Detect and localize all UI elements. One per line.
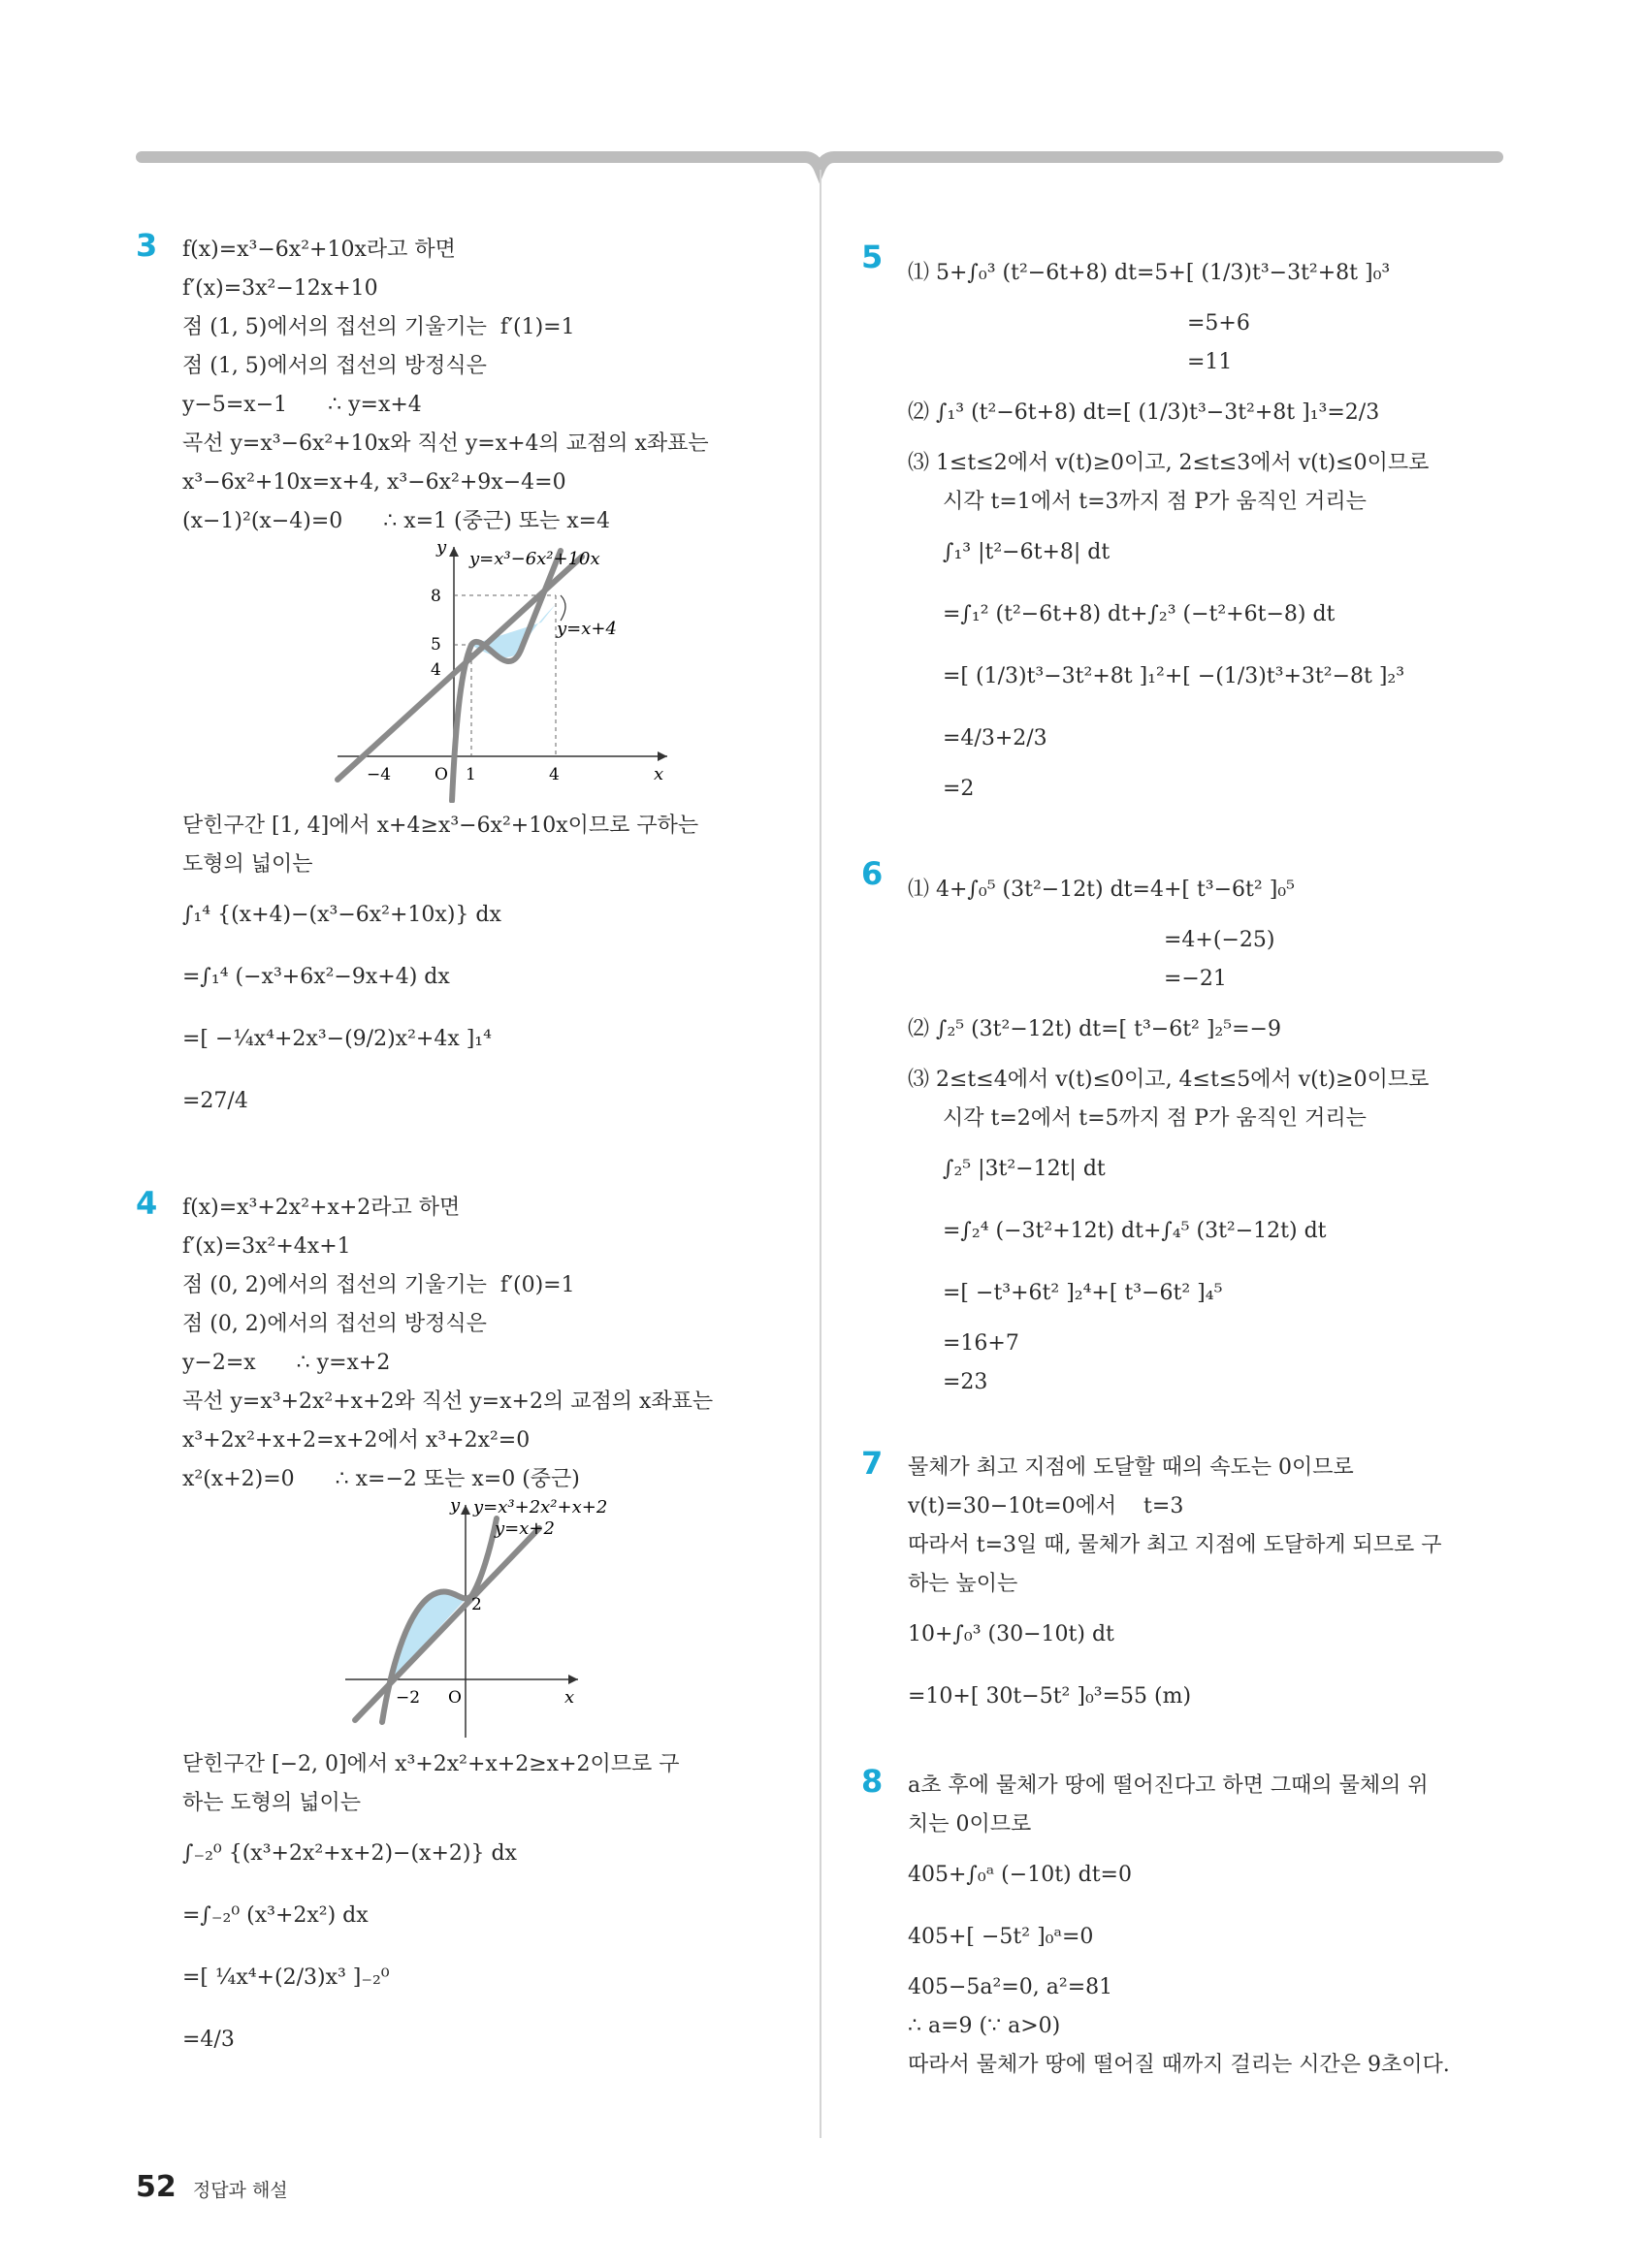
calc-line: =[ −t³+6t² ]₂⁴+[ t³−6t² ]₄⁵ <box>943 1281 1223 1305</box>
problem-number: 3 <box>136 227 158 264</box>
solution-line: v(t)=30−10t=0에서 t=3 <box>908 1494 1184 1518</box>
solution-line: (x−1)²(x−4)=0 ∴ x=1 (중근) 또는 x=4 <box>182 509 611 533</box>
solution-line: y−5=x−1 ∴ y=x+4 <box>182 393 422 417</box>
solution-line: 닫힌구간 [−2, 0]에서 x³+2x²+x+2≥x+2이므로 구 <box>182 1752 680 1776</box>
y-tick: 8 <box>431 587 441 606</box>
calc-line: ⑵ ∫₂⁵ (3t²−12t) dt=[ t³−6t² ]₂⁵=−9 <box>908 1017 1281 1041</box>
solution-line: 곡선 y=x³+2x²+x+2와 직선 y=x+2의 교점의 x좌표는 <box>182 1390 714 1414</box>
problem-3 <box>136 227 795 1133</box>
calc-line: =11 <box>1187 350 1233 374</box>
page-label: 정답과 해설 <box>192 2180 288 2201</box>
x-tick: 1 <box>466 765 476 784</box>
calc-line: =[ (1/3)t³−3t²+8t ]₁²+[ −(1/3)t³+3t²−8t ]₂³ <box>943 664 1405 688</box>
origin-label: O <box>435 765 448 784</box>
solution-line: 점 (0, 2)에서의 접선의 기울기는 f′(0)=1 <box>182 1273 575 1297</box>
solution-line: 시각 t=2에서 t=5까지 점 P가 움직인 거리는 <box>943 1106 1367 1131</box>
calc-line: =5+6 <box>1187 311 1250 335</box>
y-tick: 4 <box>431 660 441 680</box>
calc-line: =∫₂⁴ (−3t²+12t) dt+∫₄⁵ (3t²−12t) dt <box>943 1219 1327 1243</box>
graph-problem-4 <box>336 1499 627 1741</box>
calc-line: ⑵ ∫₁³ (t²−6t+8) dt=[ (1/3)t³−3t²+8t ]₁³=2/3 <box>908 400 1380 425</box>
solution-line: x³+2x²+x+2=x+2에서 x³+2x²=0 <box>182 1428 531 1453</box>
calc-line: =[ ¼x⁴+(2/3)x³ ]₋₂⁰ <box>182 1965 390 1990</box>
problem-6 <box>861 855 1511 1402</box>
calc-line: 10+∫₀³ (30−10t) dt <box>908 1622 1114 1646</box>
x-tick: 4 <box>549 765 560 784</box>
calc-line: =∫₁⁴ (−x³+6x²−9x+4) dx <box>182 965 450 989</box>
calc-line: 405+[ −5t² ]₀ᵃ=0 <box>908 1925 1094 1949</box>
calc-line: =4+(−25) <box>1164 928 1275 952</box>
problem-8 <box>861 1763 1511 2085</box>
solution-line: x³−6x²+10x=x+4, x³−6x²+9x−4=0 <box>182 470 566 495</box>
solution-line: 치는 0이므로 <box>908 1812 1032 1837</box>
calc-line: =[ −¼x⁴+2x³−(9/2)x²+4x ]₁⁴ <box>182 1027 492 1051</box>
calc-line: ∫₂⁵ |3t²−12t| dt <box>943 1157 1106 1181</box>
solution-line: f(x)=x³+2x²+x+2라고 하면 <box>182 1196 461 1220</box>
calc-line: =2 <box>943 777 975 801</box>
problem-4 <box>136 1185 795 2071</box>
solution-line: f′(x)=3x²−12x+10 <box>182 276 378 301</box>
curve-label: y=x³+2x²+x+2 <box>473 1499 608 1517</box>
solution-line: ⑶ 2≤t≤4에서 v(t)≤0이고, 4≤t≤5에서 v(t)≥0이므로 <box>908 1068 1430 1092</box>
right-column <box>861 231 1511 2085</box>
solution-line: 닫힌구간 [1, 4]에서 x+4≥x³−6x²+10x이므로 구하는 <box>182 814 699 838</box>
column-divider <box>820 170 821 2138</box>
solution-line: x²(x+2)=0 ∴ x=−2 또는 x=0 (중근) <box>182 1467 580 1491</box>
x-axis-label: x <box>654 764 664 784</box>
solution-line: 점 (0, 2)에서의 접선의 방정식은 <box>182 1312 487 1336</box>
page-number: 52 <box>136 2170 177 2204</box>
calc-line: =4/3 <box>182 2028 235 2052</box>
y-axis-label: y <box>450 1499 461 1516</box>
y-tick: 2 <box>471 1595 482 1614</box>
problem-5 <box>861 239 1511 809</box>
calc-line: ∫₁³ |t²−6t+8| dt <box>943 540 1111 564</box>
calc-line: =23 <box>943 1370 988 1394</box>
solution-line: 하는 도형의 넓이는 <box>182 1791 362 1815</box>
solution-line: ∴ a=9 (∵ a>0) <box>908 2014 1061 2038</box>
y-axis-label: y <box>436 541 447 558</box>
solution-line: f(x)=x³−6x²+10x라고 하면 <box>182 238 456 262</box>
calc-line: =27/4 <box>182 1089 248 1113</box>
problem-7 <box>861 1445 1511 1728</box>
calc-line: 405+∫₀ᵃ (−10t) dt=0 <box>908 1863 1132 1887</box>
solution-line: 도형의 넓이는 <box>182 852 313 877</box>
solution-line: 점 (1, 5)에서의 접선의 방정식은 <box>182 354 487 378</box>
graph-problem-3 <box>328 541 677 803</box>
problem-number: 5 <box>861 239 884 275</box>
x-tick: −2 <box>396 1688 421 1708</box>
problem-number: 7 <box>861 1445 884 1482</box>
left-column <box>136 227 795 2071</box>
solution-line: 405−5a²=0, a²=81 <box>908 1975 1113 1999</box>
calc-line: =16+7 <box>943 1331 1019 1356</box>
x-axis-label: x <box>564 1687 575 1708</box>
calc-line: ⑴ 5+∫₀³ (t²−6t+8) dt=5+[ (1/3)t³−3t²+8t ]₀³ <box>908 261 1391 285</box>
solution-line: ⑶ 1≤t≤2에서 v(t)≥0이고, 2≤t≤3에서 v(t)≤0이므로 <box>908 451 1430 475</box>
origin-label: O <box>448 1688 462 1708</box>
y-tick: 5 <box>431 635 441 655</box>
calc-line: =∫₋₂⁰ (x³+2x²) dx <box>182 1903 369 1928</box>
calc-line: ∫₋₂⁰ {(x³+2x²+x+2)−(x+2)} dx <box>182 1841 517 1866</box>
solution-line: 점 (1, 5)에서의 접선의 기울기는 f′(1)=1 <box>182 315 575 339</box>
calc-line: ⑴ 4+∫₀⁵ (3t²−12t) dt=4+[ t³−6t² ]₀⁵ <box>908 878 1295 902</box>
solution-line: 시각 t=1에서 t=3까지 점 P가 움직인 거리는 <box>943 490 1367 514</box>
calc-line: =∫₁² (t²−6t+8) dt+∫₂³ (−t²+6t−8) dt <box>943 602 1336 626</box>
calc-line: ∫₁⁴ {(x+4)−(x³−6x²+10x)} dx <box>182 903 501 927</box>
x-tick: −4 <box>367 765 392 784</box>
problem-number: 6 <box>861 855 884 892</box>
solution-line: a초 후에 물체가 땅에 떨어진다고 하면 그때의 물체의 위 <box>908 1773 1429 1798</box>
solution-line: 따라서 t=3일 때, 물체가 최고 지점에 도달하게 되므로 구 <box>908 1533 1442 1557</box>
solution-line: 하는 높이는 <box>908 1572 1018 1596</box>
calc-line: =4/3+2/3 <box>943 726 1047 751</box>
line-label: y=x+2 <box>495 1518 555 1539</box>
solution-line: f′(x)=3x²+4x+1 <box>182 1234 351 1259</box>
problem-number: 8 <box>861 1763 884 1800</box>
line-label: y=x+4 <box>557 619 617 639</box>
solution-line: 물체가 최고 지점에 도달할 때의 속도는 0이므로 <box>908 1455 1354 1480</box>
solution-line: 따라서 물체가 땅에 떨어질 때까지 걸리는 시간은 9초이다. <box>908 2053 1450 2077</box>
calc-line: =10+[ 30t−5t² ]₀³=55 (m) <box>908 1684 1192 1709</box>
calc-line: =−21 <box>1164 967 1227 991</box>
page-footer <box>136 2170 288 2204</box>
curve-label: y=x³−6x²+10x <box>469 549 600 569</box>
solution-line: 곡선 y=x³−6x²+10x와 직선 y=x+4의 교점의 x좌표는 <box>182 431 709 456</box>
problem-number: 4 <box>136 1185 158 1222</box>
solution-line: y−2=x ∴ y=x+2 <box>182 1351 391 1375</box>
